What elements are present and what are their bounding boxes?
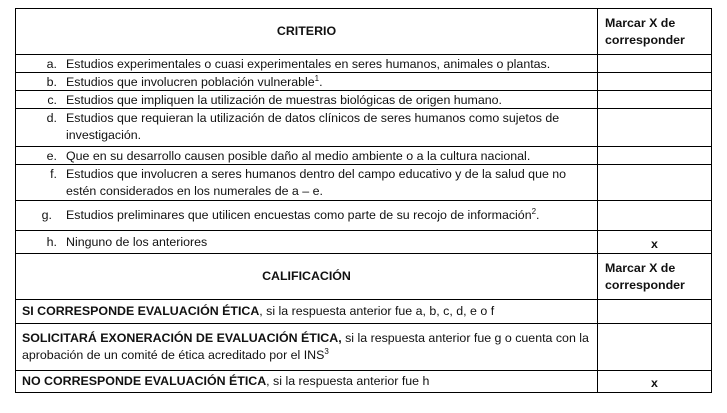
criterio-row-g — [16, 200, 711, 230]
calificacion-row-si-corresponde — [16, 299, 711, 323]
mark-cell[interactable] — [598, 324, 711, 370]
item-text: Ninguno de los anteriores — [66, 234, 208, 249]
result-label: NO CORRESPONDE EVALUACIÓN ÉTICA — [22, 374, 267, 388]
item-letter: e. — [46, 149, 57, 163]
mark-cell[interactable]: x — [651, 237, 658, 251]
mark-cell[interactable] — [598, 91, 711, 108]
mark-cell[interactable] — [598, 73, 711, 90]
result-label: SI CORRESPONDE EVALUACIÓN ÉTICA — [22, 304, 260, 318]
evaluation-table — [15, 8, 712, 393]
mark-header — [598, 254, 711, 299]
mark-cell[interactable] — [598, 300, 711, 323]
mark-cell[interactable] — [598, 165, 711, 200]
item-letter: b. — [46, 75, 57, 89]
item-letter: d. — [46, 111, 57, 125]
item-suffix: . — [536, 208, 540, 222]
item-letter: f. — [50, 167, 57, 181]
mark-header-line2: corresponder — [605, 32, 685, 47]
footnote-ref: 1 — [314, 73, 320, 83]
item-text: Estudios experimentales o cuasi experimentales en seres humanos, animales o plantas. — [66, 57, 551, 71]
mark-header-line1: Marcar X de — [605, 260, 676, 275]
item-text-wrap — [66, 74, 597, 90]
item-text: Estudios que involucren a seres humanos dentro del campo educativo y de la salud que no estén considerados en los numerales de a – e. — [66, 167, 567, 198]
criterio-row-a — [16, 54, 711, 72]
calificacion-row-no-corresponde — [16, 370, 711, 392]
footnote-ref: 2 — [531, 206, 537, 216]
mark-header-line1: Marcar X de — [605, 15, 676, 30]
item-text-wrap — [66, 207, 597, 224]
calificacion-row-exoneracion — [16, 323, 711, 370]
item-text: Estudios que impliquen la utilización de muestras biológicas de origen humano. — [66, 93, 502, 107]
mark-cell[interactable] — [598, 201, 711, 230]
mark-cell[interactable] — [598, 55, 711, 72]
result-label: SOLICITARÁ EXONERACIÓN DE EVALUACIÓN ÉTICA, — [22, 331, 342, 345]
footnote-ref: 3 — [324, 346, 329, 356]
item-text: Que en su desarrollo causen posible daño al medio ambiente o a la cultura nacional. — [66, 149, 531, 163]
criterio-row-f — [16, 164, 711, 200]
result-condition: si la respuesta anterior fue g o cuenta con la aprobación de un comité de ética acreditado por el INS — [22, 331, 589, 362]
mark-header-line2: corresponder — [605, 277, 685, 292]
criterio-header: CRITERIO — [16, 9, 598, 54]
item-letter: a. — [46, 57, 57, 71]
item-letter: c. — [47, 93, 57, 107]
calificacion-header-row — [16, 253, 711, 299]
mark-cell[interactable] — [598, 109, 711, 146]
item-text: Estudios que involucren población vulnerable — [66, 75, 315, 89]
item-text: Estudios que requieran la utilización de datos clínicos de seres humanos como sujetos de investigación. — [66, 111, 560, 142]
result-condition: , si la respuesta anterior fue h — [266, 374, 430, 388]
item-text: Estudios preliminares que utilicen encuestas como parte de su recojo de información — [66, 208, 532, 222]
item-letter: g. — [41, 208, 52, 222]
calificacion-header: CALIFICACIÓN — [16, 254, 598, 299]
criterio-row-h — [16, 230, 711, 253]
mark-header — [598, 9, 711, 54]
result-condition: , si la respuesta anterior fue a, b, c, d, e o f — [259, 304, 495, 318]
item-suffix: . — [319, 75, 323, 89]
criterio-row-e — [16, 146, 711, 164]
criterio-header-row — [16, 9, 711, 54]
criterio-row-b — [16, 72, 711, 90]
item-letter: h. — [46, 234, 57, 249]
criterio-row-c — [16, 90, 711, 108]
criterio-row-d — [16, 108, 711, 146]
mark-cell[interactable]: x — [651, 376, 658, 390]
mark-cell[interactable] — [598, 147, 711, 164]
